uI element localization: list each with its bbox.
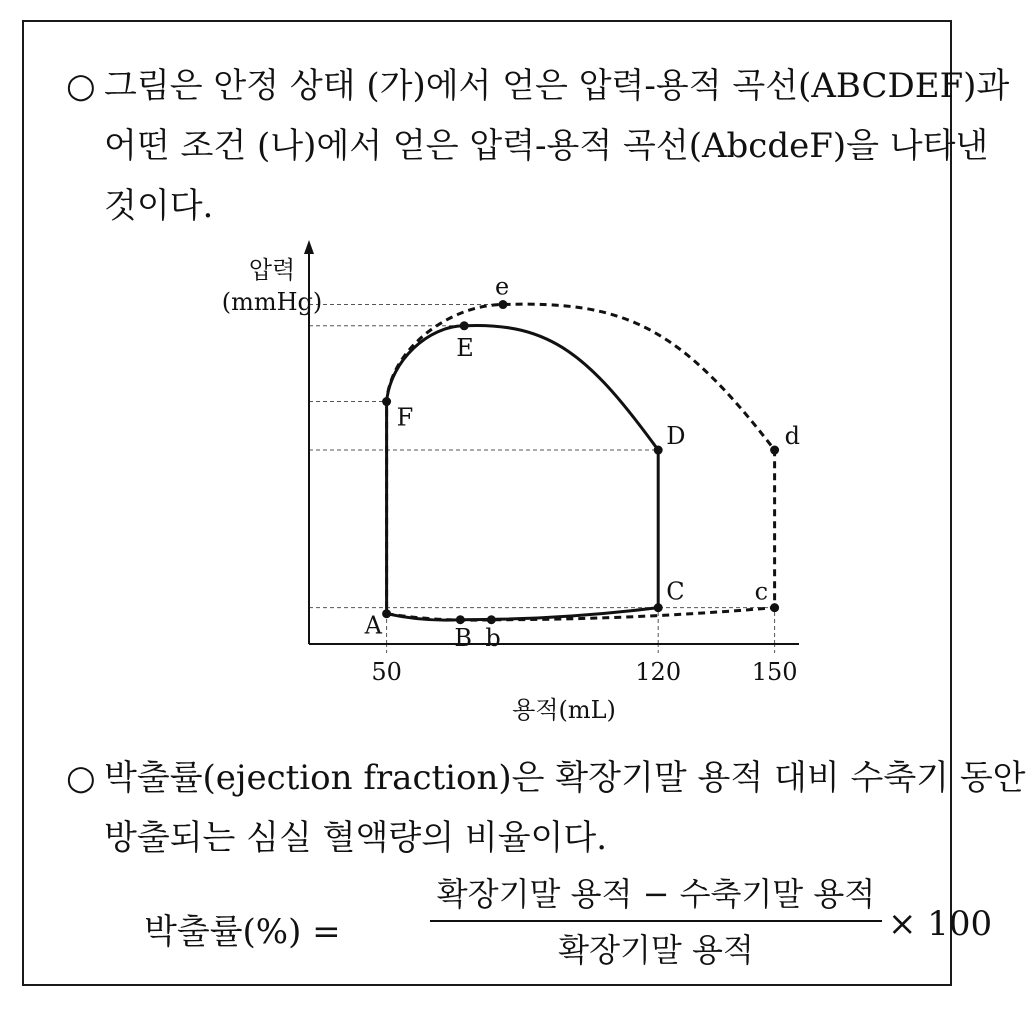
curve-state-na [387,304,775,620]
bullet-2: ○ [66,758,96,798]
formula-lhs: 박출률(%) = [144,912,341,952]
definition-line-1: 박출률(ejection fraction)은 확장기말 용적 대비 수축기 동안 [104,758,1026,798]
fraction-bar [430,920,882,922]
point-label-C: C [666,577,685,606]
ejection-fraction-formula [144,872,993,982]
point-label-B: B [454,623,472,652]
x-tick-labels [371,658,797,686]
pressure-volume-chart [194,232,814,722]
point-e [499,300,508,309]
point-F [382,397,391,406]
point-label-c: c [754,577,769,606]
point-label-F: F [396,403,414,432]
guide-lines [309,305,775,654]
point-E [460,321,469,330]
formula-fraction [430,872,882,972]
x-tick-label: 150 [751,658,798,686]
formula-rhs: × 100 [888,904,993,944]
y-axis-arrow [304,240,314,254]
bullet-1: ○ [66,66,96,106]
curve-state-ga [387,325,659,620]
point-C [654,603,663,612]
point-label-D: D [666,422,686,451]
point-label-e: e [495,272,510,301]
point-label-b: b [485,623,501,652]
point-D [654,446,663,455]
point-label-d: d [784,422,800,451]
curves [387,304,775,620]
y-axis-unit: (mmHg) [221,288,323,316]
point-label-E: E [456,333,474,362]
x-tick-label: 50 [371,658,402,686]
intro-line-3: 것이다. [104,186,214,226]
content-frame [22,20,1026,986]
intro-line-1: 그림은 안정 상태 (가)에서 얻은 압력-용적 곡선(ABCDEF)과 [104,66,1010,106]
x-tick-label: 120 [635,658,682,686]
definition-paragraph [66,748,1026,868]
intro-paragraph [66,56,1010,236]
point-label-A: A [364,611,382,640]
curve-points [382,300,779,624]
formula-denominator: 확장기말 용적 [558,931,754,969]
x-axis-label: 용적(mL) [512,696,616,724]
point-d [770,446,779,455]
point-A [382,609,391,618]
definition-line-2: 방출되는 심실 혈액량의 비율이다. [104,818,608,858]
intro-line-2: 어떤 조건 (나)에서 얻은 압력-용적 곡선(AbcdeF)을 나타낸 [104,126,989,166]
formula-numerator: 확장기말 용적 − 수축기말 용적 [436,875,876,913]
y-axis-label: 압력 [248,256,296,284]
point-c [770,603,779,612]
